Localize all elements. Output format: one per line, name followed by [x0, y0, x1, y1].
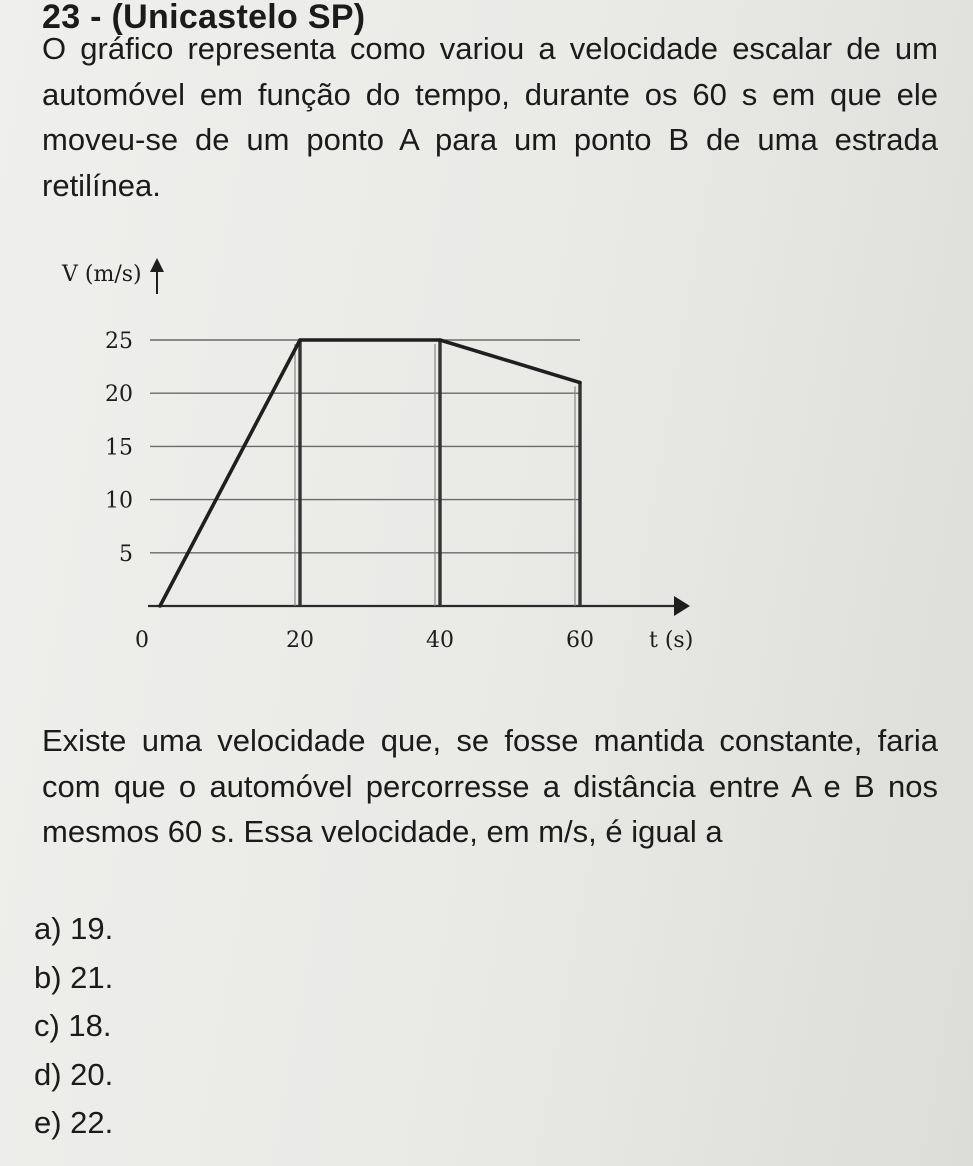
chart-axes	[61, 258, 693, 653]
option-d[interactable]: d) 20.	[34, 1056, 114, 1092]
data-point-t60	[578, 381, 582, 385]
x-tick-label-60: 60	[566, 628, 594, 653]
data-point-t40	[438, 338, 442, 342]
option-e[interactable]: e) 22.	[34, 1105, 114, 1140]
chart-series	[158, 338, 582, 608]
x-tick-label-0: 0	[135, 628, 149, 653]
x-axis-arrow	[674, 596, 690, 616]
chart-tick-labels	[105, 329, 594, 653]
question-prompt: Existe uma velocidade que, se fosse mantida constante, faria com que o automóvel percorresse a distância entre A e B nos mesmos 60 s. Essa velocidade, em m/s, é igual a	[42, 723, 938, 849]
y-tick-label-15: 15	[105, 435, 133, 461]
y-tick-label-10: 10	[105, 488, 133, 514]
data-point-t20	[298, 338, 302, 342]
y-axis-label: V (m/s)	[62, 262, 142, 287]
option-b[interactable]: b) 21.	[34, 959, 114, 995]
question-intro: O gráfico representa como variou a velocidade escalar de um automóvel em função do tempo, durante os 60 s em que ele moveu-se de um ponto A para um ponto B de uma estrada retilínea.	[42, 31, 938, 203]
x-tick-label-40: 40	[426, 628, 454, 653]
option-a[interactable]: a) 19.	[34, 911, 114, 946]
option-c[interactable]: c) 18.	[34, 1008, 112, 1043]
velocity-curve	[160, 340, 580, 606]
chart-grid	[150, 340, 580, 553]
x-axis-label: t (s)	[649, 628, 694, 653]
y-tick-label-5: 5	[119, 541, 133, 567]
y-tick-label-25: 25	[105, 329, 133, 354]
y-axis-arrow	[150, 258, 164, 272]
x-tick-label-20: 20	[286, 628, 314, 653]
answer-options	[34, 905, 113, 1148]
question-heading: 23 - (Unicastelo SP)	[42, 0, 366, 36]
y-tick-label-20: 20	[105, 382, 133, 408]
data-point-t0	[158, 604, 162, 608]
chart-vertical-lines	[295, 340, 580, 606]
